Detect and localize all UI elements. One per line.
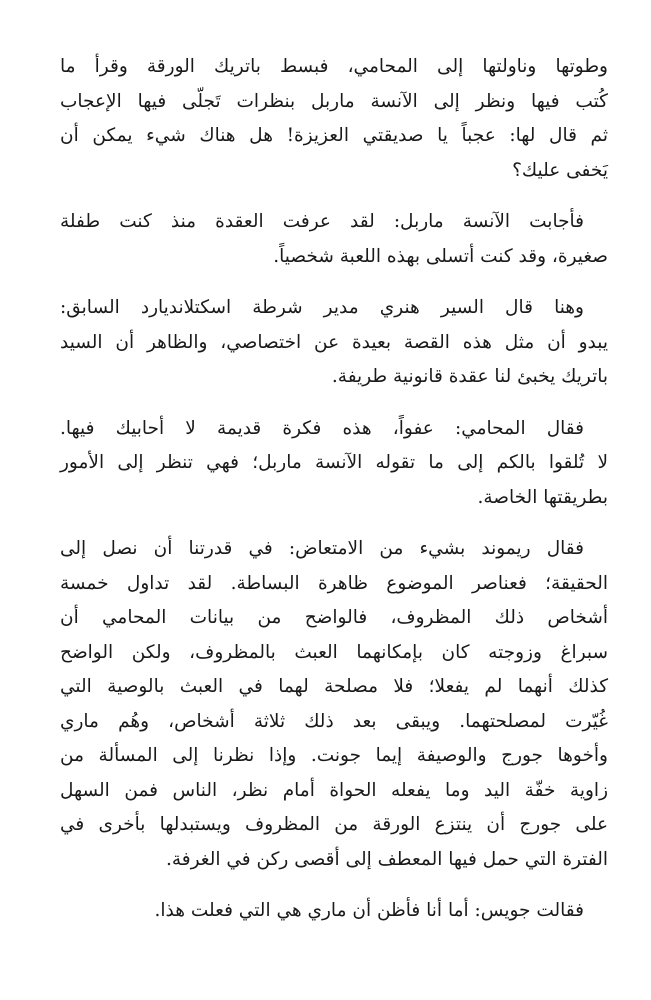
text-line: لا تُلقوا بالكم إلى ما تقوله الآنسة ماربل؛ فهي تنظر إلى الأمور <box>60 452 608 473</box>
text-line: سبراغ وزوجته كان بإمكانهما العبث بالمظروف، ولكن الواضح <box>60 641 608 663</box>
text-line: على جورج أن ينتزع الورقة من المظروف ويستبدلها بأخرى في <box>60 814 608 835</box>
text-line: بطريقتها الخاصة. <box>477 486 608 508</box>
text-line: فقال المحامي: عفواً، هذه فكرة قديمة لا أحابيك فيها. <box>60 417 584 439</box>
text-line: فقال ريموند بشيء من الامتعاض: في قدرتنا أن نصل إلى <box>60 538 584 559</box>
text-line: ثم قال لها: عجباً يا صديقتي العزيزة! هل هناك شيء يمكن أن <box>60 125 608 146</box>
paragraph-2 <box>60 205 608 274</box>
text-line: الفترة التي حمل فيها المعطف إلى أقصى ركن في الغرفة. <box>165 848 608 870</box>
paragraph-6 <box>60 894 608 929</box>
paragraph-4 <box>60 412 608 516</box>
text-line: وأخوها جورج والوصيفة إيما جونت. وإذا نظرنا إلى المسألة من <box>60 745 608 766</box>
text-line: باتريك يخبئ لنا عقدة قانونية طريفة. <box>331 366 608 387</box>
paragraph-3 <box>60 291 608 395</box>
text-line: وطوتها وناولتها إلى المحامي، فبسط باتريك الورقة وقرأ ما <box>60 56 608 77</box>
text-line: الحقيقة؛ فعناصر الموضوع ظاهرة البساطة. لقد تداول خمسة <box>60 572 608 594</box>
text-line: يبدو أن مثل هذه القصة بعيدة عن اختصاصي، والظاهر أن السيد <box>60 331 608 353</box>
paragraph-5 <box>60 532 608 877</box>
text-line: صغيرة، وقد كنت أتسلى بهذه اللعبة شخصياً. <box>273 245 608 267</box>
book-page <box>60 50 608 946</box>
text-line: فأجابت الآنسة ماربل: لقد عرفت العقدة منذ كنت طفلة <box>60 211 584 232</box>
text-line: كذلك أنهما لم يفعلا؛ فلا مصلحة لهما في العبث بالوصية التي <box>60 676 608 697</box>
text-line: وهنا قال السير هنري مدير شرطة اسكتلانديارد السابق: <box>60 297 584 318</box>
paragraph-1 <box>60 50 608 188</box>
text-line: غُيّرت لمصلحتهما. ويبقى بعد ذلك ثلاثة أشخاص، وهُم ماري <box>60 710 608 732</box>
text-line: كُتب فيها ونظر إلى الآنسة ماربل بنظرات تَجلّى فيها الإعجاب <box>60 90 608 112</box>
text-line: أشخاص ذلك المظروف، فالواضح من بيانات المحامي أن <box>60 607 608 628</box>
text-line: زاوية خفّة اليد وما يفعله الحواة أمام نظر، الناس فمن السهل <box>60 779 608 801</box>
text-line: فقالت جويس: أما أنا فأظن أن ماري هي التي فعلت هذا. <box>154 900 584 921</box>
text-line: يَخفى عليك؟ <box>512 159 608 181</box>
